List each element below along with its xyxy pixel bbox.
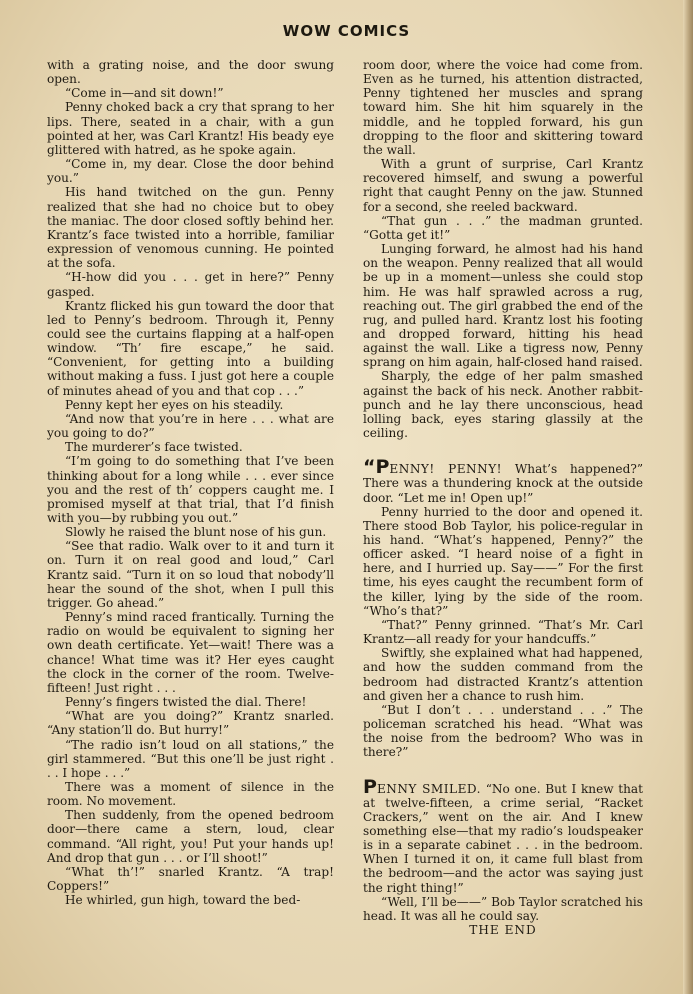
paragraph: room door, where the voice had come from. Even as he turned, his attention distracted, Penny tightened her muscles and sprang toward him. She hit him squarely in the middle, and he toppled forward, his gun dropping to the floor and skittering toward the wall. (363, 58, 643, 157)
page-edge (683, 0, 693, 994)
paragraph: Lunging forward, he almost had his hand on the weapon. Penny realized that all would be up in a moment—unless she could stop him. He was half sprawled across a rug, reaching out. The girl grabbed the end of the rug, and pulled hard. Krantz lost his footing and dropped forward, hitting his head against the wall. Like a tigress now, Penny sprang on him again, half-closed hand raised. (363, 242, 643, 370)
paragraph: Penny hurried to the door and opened it. There stood Bob Taylor, his police-regular in his hand. “What’s happened, Penny?” the officer asked. “I heard noise of a fight in here, and I hurried up. Say——” For the first time, his eyes caught the recumbent form of the killer, lying by the side of the room. “Who’s that?” (363, 504, 643, 618)
column-gutter (348, 60, 349, 940)
paragraph: Penny kept her eyes on his steadily. (65, 397, 284, 412)
drop-cap: “P (363, 456, 390, 479)
paragraph: His hand twitched on the gun. Penny realized that she had no choice but to obey the maniac. The door closed softly behind her. Krantz’s face twisted into a horrible, familiar expression of venomous cunning. He pointed at the sofa. (47, 185, 334, 271)
paragraph: “What th’!” snarled Krantz. “A trap! Coppers!” (47, 864, 334, 894)
paragraph: There was a moment of silence in the room. No movement. (47, 779, 334, 809)
paragraph: Krantz flicked his gun toward the door that led to Penny’s bedroom. Through it, Penny could see the curtains flapping at a half-open window. “Th’ fire escape,” he said. “Convenient, for getting into a building without making a fuss. I just got here a couple of minutes ahead of you and that cop . . .” (47, 298, 334, 398)
paragraph: Sharply, the edge of her palm smashed against the back of his neck. Another rabbit-punch and he lay there unconscious, head lolling back, eyes staring glassily at the ceiling. (363, 369, 643, 441)
paragraph: Penny’s mind raced frantically. Turning the radio on would be equivalent to signing her own death certificate. Yet—wait! There was a chance! What time was it? Her eyes caught the clock in the corner of the room. Twelve-fifteen! Just right . . . (47, 610, 334, 695)
paragraph: Then suddenly, from the opened bedroom door—there came a stern, loud, clear command. “All right, you! Put your hands up! And drop that gun . . . or I’ll shoot!” (47, 808, 334, 865)
paragraph: With a grunt of surprise, Carl Krantz recovered himself, and swung a powerful right that caught Penny on the jaw. Stunned for a second, she reeled backward. (363, 157, 643, 214)
paragraph: “That?” Penny grinned. “That’s Mr. Carl Krantz—all ready for your handcuffs.” (363, 617, 643, 647)
paragraph: “Well, I’ll be——” Bob Taylor scratched his head. It was all he could say. (363, 894, 643, 923)
paragraph: “The radio isn’t loud on all stations,” the girl stammered. “But this one’ll be just right . . . I hope . . .” (47, 737, 334, 780)
paragraph: “I’m going to do something that I’ve been thinking about for a long while . . . ever since you and the rest of th’ coppers caught me. I promised myself at that trial, that I’d finish with you—by rubbing you out.” (47, 454, 334, 525)
left-column (47, 58, 334, 950)
page-header: WOW COMICS (282, 22, 411, 40)
section-opening-paragraph (363, 775, 643, 895)
paragraph: He whirled, gun high, toward the bed- (65, 893, 301, 908)
section-opening-paragraph (363, 456, 643, 505)
paragraph: Penny choked back a cry that sprang to her lips. There, seated in a chair, with a gun pointed at her, was Carl Krantz! His beady eye glittered with hatred, as he spoke again. (47, 100, 334, 157)
paragraph: The murderer’s face twisted. (65, 440, 243, 455)
section-text: What’s happened?” There was a thundering knock at the outside door. “Let me in! Open up!” (363, 462, 643, 505)
paragraph: “See that radio. Walk over to it and turn it on. Turn it on real good and loud,” Carl Krantz said. “Turn it on so loud that nobody’ll hear the sound of the shot, when I pull this trigger. Go ahead.” (47, 539, 334, 610)
paragraph: Penny’s fingers twisted the dial. There! (65, 695, 307, 710)
section-break (363, 440, 643, 460)
paragraph: “But I don’t . . . understand . . .” The policeman scratched his head. “What was the noise from the bedroom? Who was in there?” (363, 702, 643, 760)
paragraph: “Come in—and sit down!” (65, 86, 224, 101)
right-column (363, 58, 643, 948)
section-lead: ENNY! PENNY! (389, 462, 503, 477)
paragraph: “H-how did you . . . get in here?” Penny gasped. (47, 270, 334, 299)
paragraph: “That gun . . .” the madman grunted. “Gotta get it!” (363, 213, 643, 242)
section-break (363, 760, 643, 780)
section-text: “No one. But I knew that at twelve-fifteen, a crime serial, “Racket Crackers,” went on the air. And I knew something else—that my radio’s loudspeaker is in a separate cabinet . . . in the bedroom. When I turned it on, it came full blast from the bedroom—and the actor was saying just the right thing!” (363, 781, 643, 895)
paragraph: with a grating noise, and the door swung open. (47, 58, 334, 87)
the-end-label: THE END (469, 923, 537, 938)
paragraph: “What are you doing?” Krantz snarled. “Any station’ll do. But hurry!” (47, 709, 334, 738)
paragraph: “And now that you’re in here . . . what are you going to do?” (47, 411, 334, 441)
drop-cap: P (363, 775, 377, 798)
paragraph: Swiftly, she explained what had happened, and how the sudden command from the bedroom had distracted Krantz’s attention and given her a chance to rush him. (363, 646, 643, 703)
section-lead: ENNY SMILED. (376, 781, 482, 796)
paragraph: Slowly he raised the blunt nose of his gun. (65, 525, 327, 540)
paragraph: “Come in, my dear. Close the door behind you.” (47, 157, 334, 186)
